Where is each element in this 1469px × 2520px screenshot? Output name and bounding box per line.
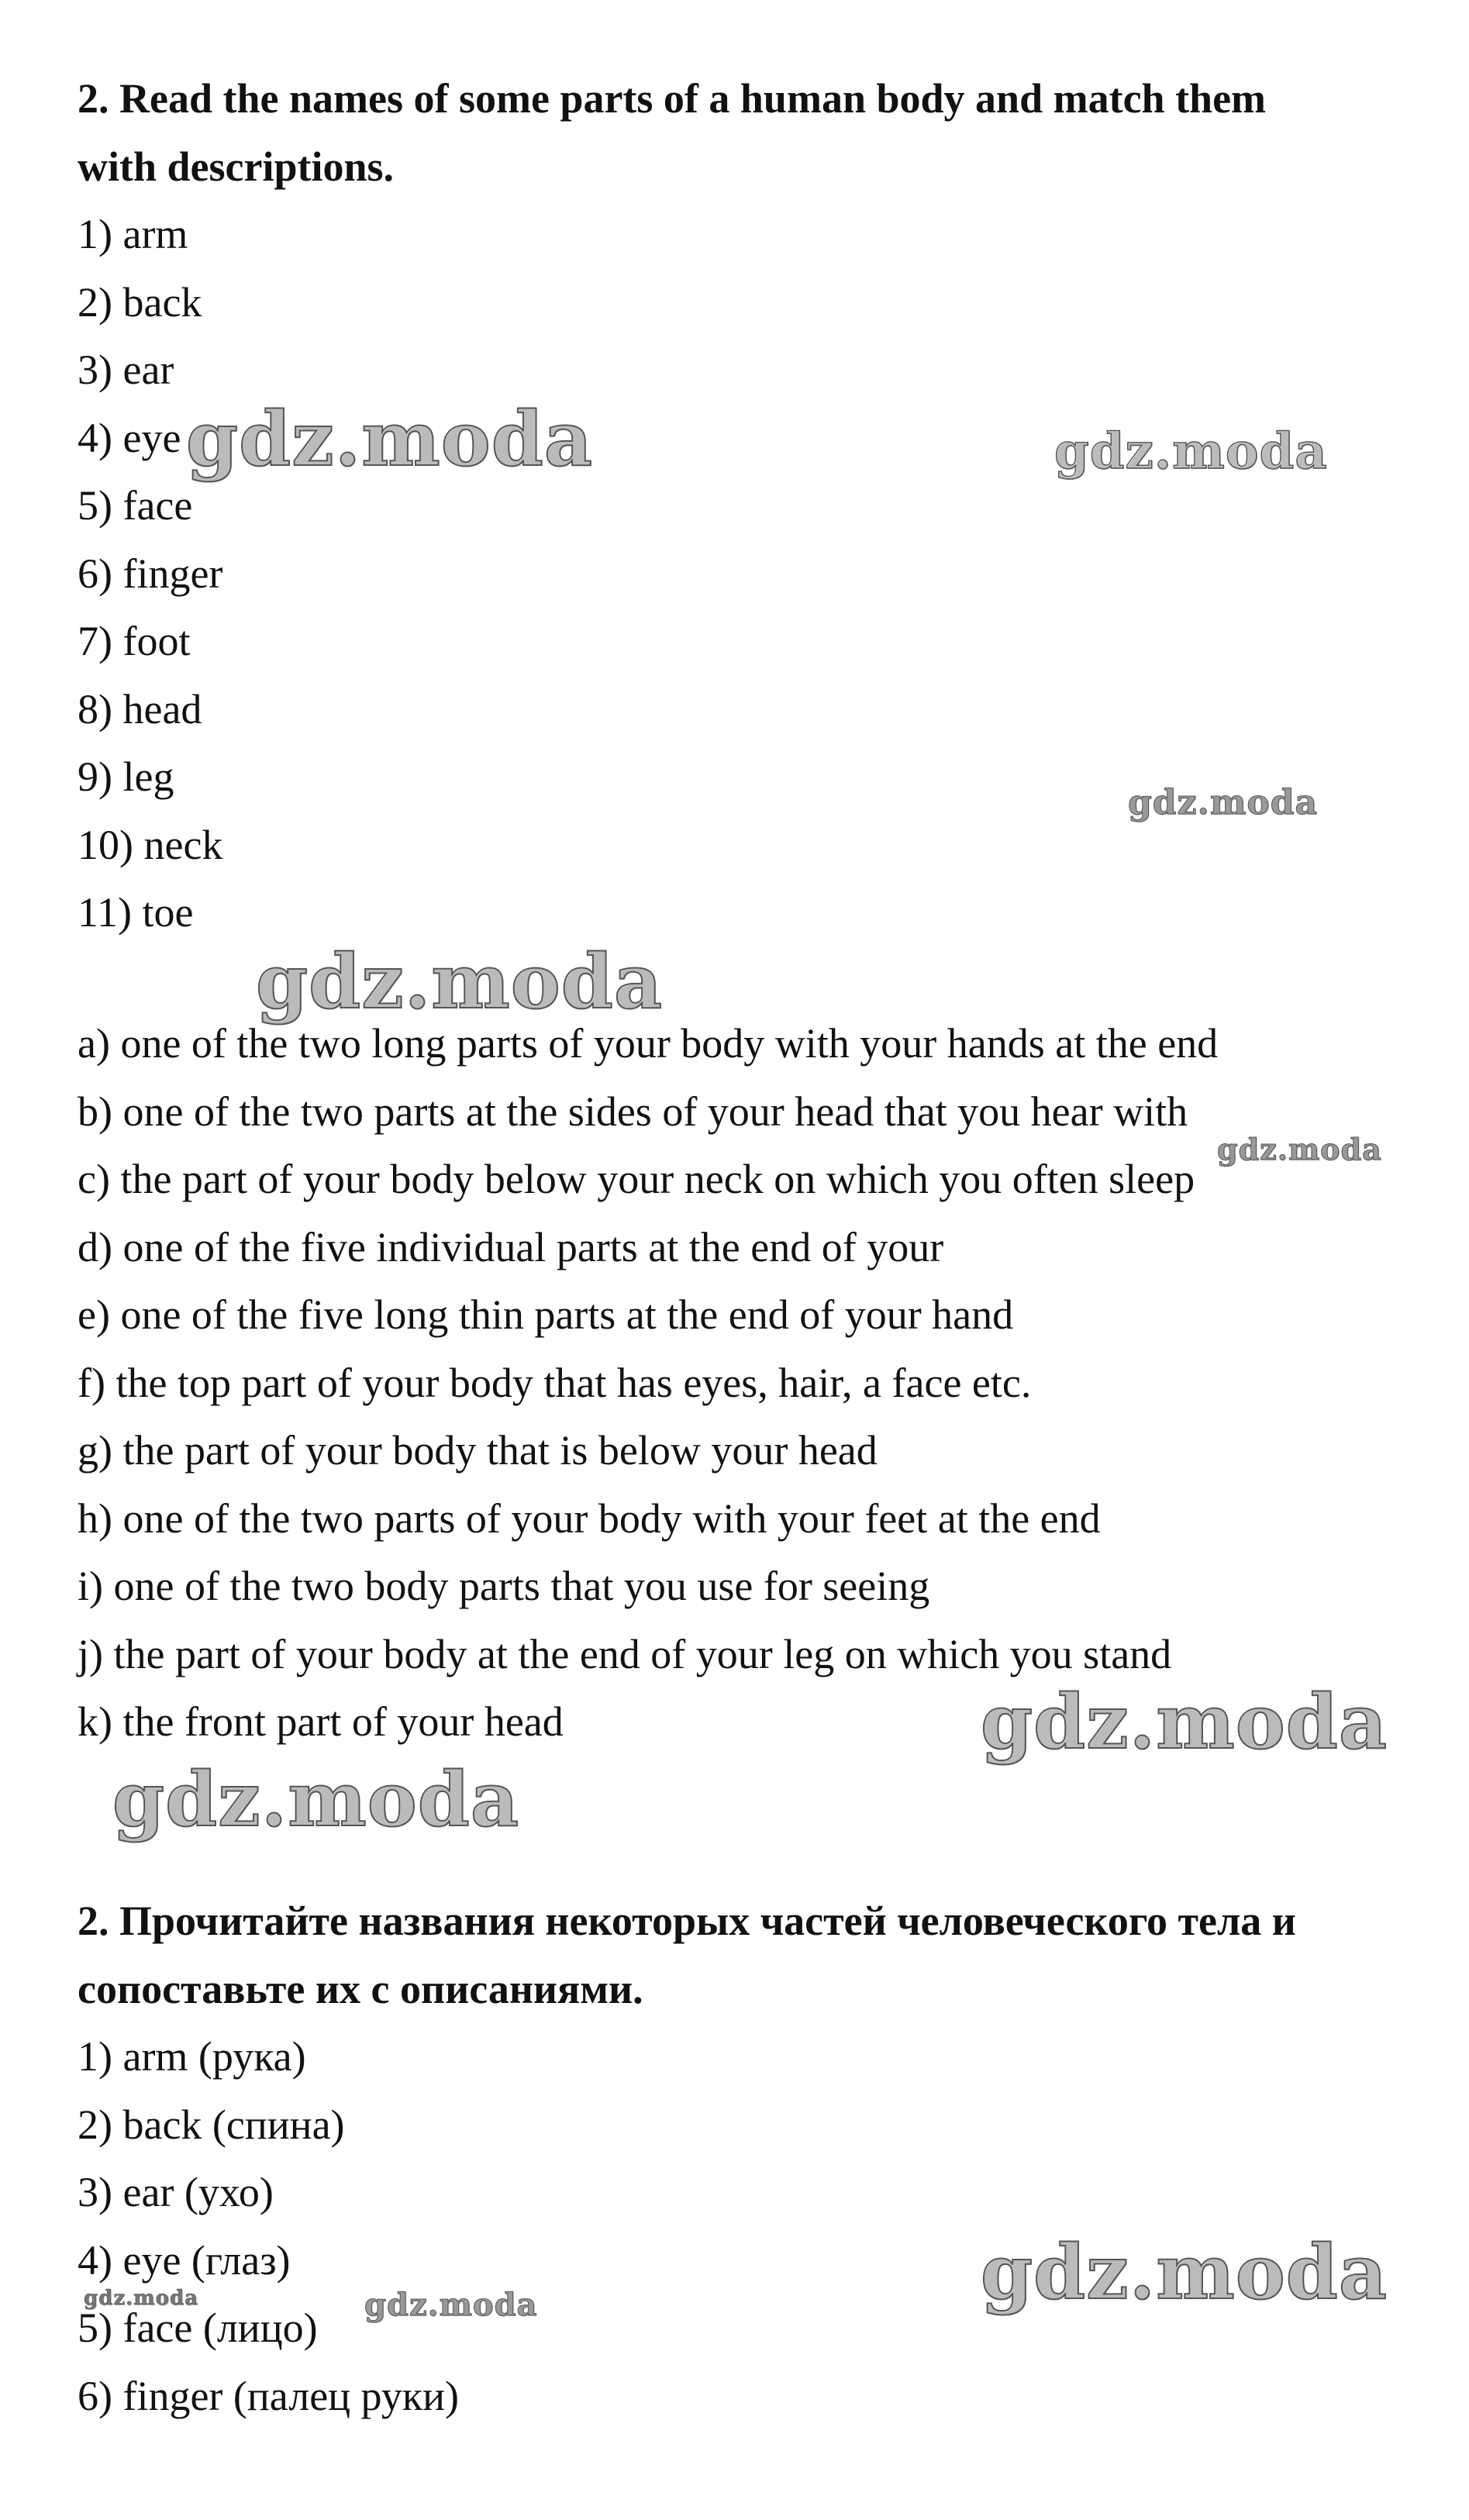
watermark: gdz.moda (364, 2287, 538, 2323)
watermark: gdz.moda (1054, 422, 1328, 481)
description-item: g) the part of your body that is below your head (78, 1427, 878, 1474)
watermark: gdz.moda (1128, 783, 1319, 822)
description-item: i) one of the two body parts that you use for seeing (78, 1563, 930, 1609)
russian-exercise (78, 1887, 1442, 2430)
watermark: gdz.moda (186, 395, 594, 483)
ru-part-item: 5) face (лицо) (78, 2305, 318, 2351)
part-item: 5) face (78, 482, 193, 529)
part-item: 10) neck (78, 821, 223, 868)
english-heading-line-1: 2. Read the names of some parts of a human body and match them (78, 75, 1267, 122)
part-item: 4) eye (78, 414, 181, 461)
description-item: b) one of the two parts at the sides of your head that you hear with (78, 1088, 1188, 1135)
russian-heading-line-2: сопоставьте их с описаниями. (78, 1965, 643, 2012)
watermark: gdz.moda (112, 1756, 520, 1843)
english-heading-line-2: with descriptions. (78, 143, 395, 190)
part-item: 6) finger (78, 550, 223, 597)
watermark: gdz.moda (256, 938, 664, 1026)
part-item: 1) arm (78, 211, 188, 257)
description-item: a) one of the two long parts of your body with your hands at the end (78, 1020, 1219, 1067)
part-item: 2) back (78, 278, 202, 326)
descriptions-list (78, 1010, 1442, 1756)
description-item: d) one of the five individual parts at the end of your (78, 1223, 944, 1270)
watermark: gdz.moda (84, 2287, 199, 2310)
description-item: e) one of the five long thin parts at the end of your hand (78, 1291, 1014, 1338)
description-item: h) one of the two parts of your body with your feet at the end (78, 1494, 1101, 1542)
watermark: gdz.moda (1217, 1132, 1382, 1167)
part-item: 11) toe (78, 889, 194, 936)
ru-part-item: 3) ear (ухо) (78, 2169, 274, 2215)
description-item: k) the front part of your head (78, 1698, 564, 1745)
ru-part-item: 2) back (спина) (78, 2101, 345, 2148)
watermark: gdz.moda (981, 1678, 1388, 1766)
part-item: 3) ear (78, 346, 174, 393)
description-item: c) the part of your body below your neck on which you often sleep (78, 1156, 1195, 1202)
description-item: f) the top part of your body that has eyes, hair, a face etc. (78, 1359, 1032, 1406)
ru-part-item: 6) finger (палец руки) (78, 2372, 459, 2419)
part-item: 8) head (78, 685, 202, 733)
russian-heading-line-1: 2. Прочитайте названия некоторых частей человеческого тела и (78, 1898, 1296, 1944)
part-item: 9) leg (78, 753, 174, 800)
watermark: gdz.moda (981, 2229, 1388, 2316)
part-item: 7) foot (78, 618, 191, 664)
ru-part-item: 1) arm (рука) (78, 2033, 306, 2080)
description-item: j) the part of your body at the end of your leg on which you stand (78, 1630, 1172, 1677)
ru-part-item: 4) eye (глаз) (78, 2236, 291, 2284)
